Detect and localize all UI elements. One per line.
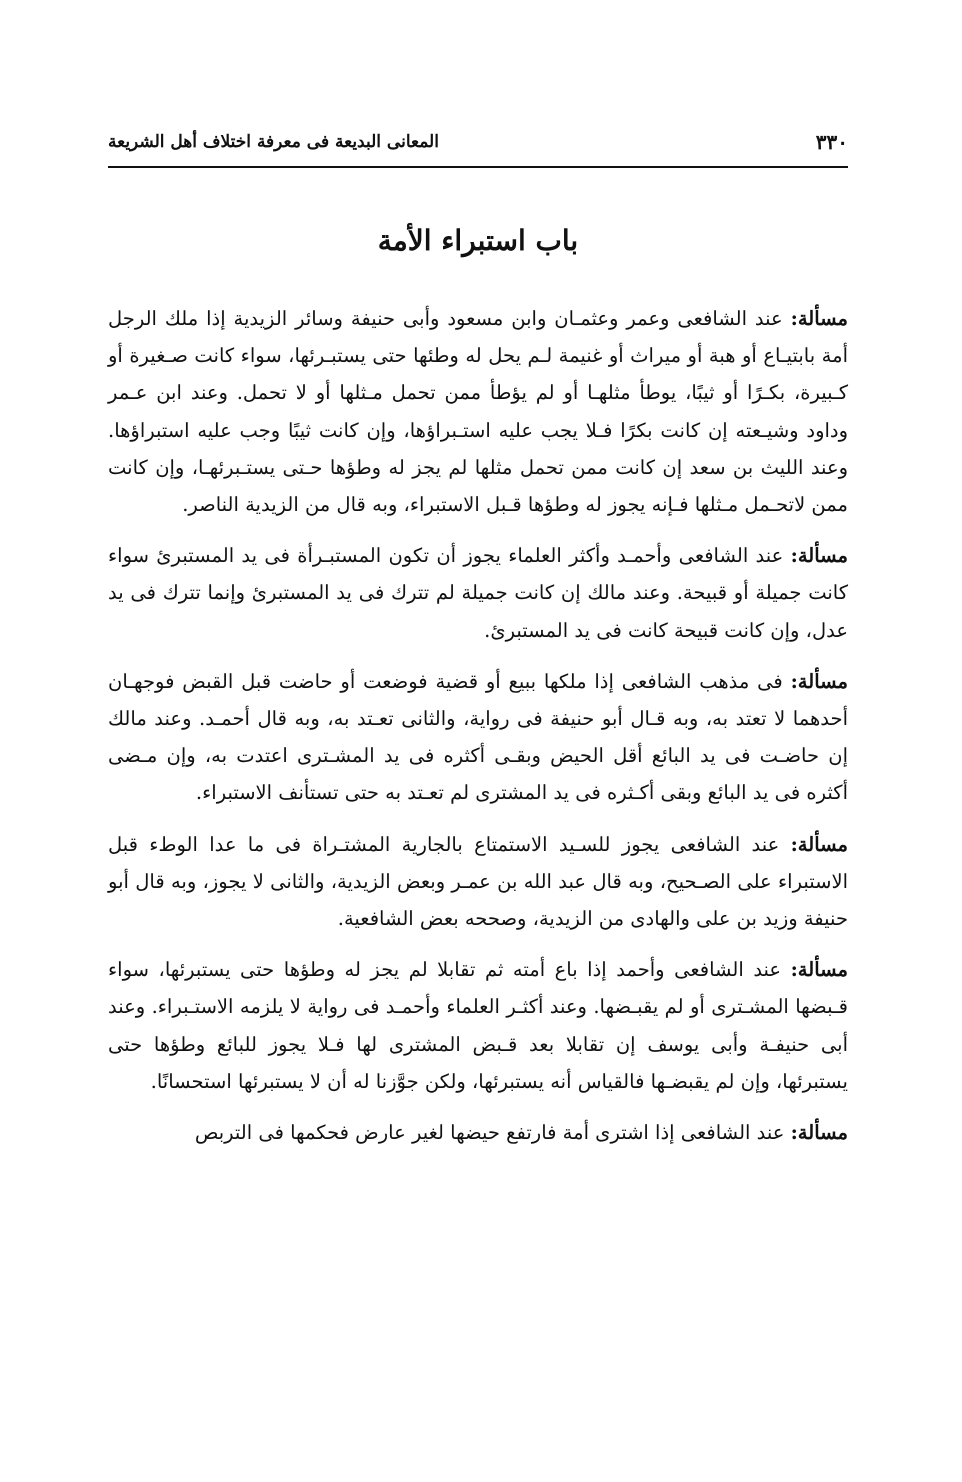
issue-text: عند الشافعى وأحمـد وأكثر العلماء يجوز أن تكون المستبـرأة فى يد المستبرئ سواء كانت جميلة أو قبيحة. وعند مالك إن كانت جميلة لم تترك فى يد المستبرئ وإنما تترك فى يد عدل، وإن كانت قبيحة كانت فى يد المستبرئ. <box>108 544 848 642</box>
issue-paragraph <box>108 1114 848 1151</box>
issue-paragraph <box>108 951 848 1100</box>
chapter-title: باب استبراء الأمة <box>377 224 579 257</box>
book-title: المعانى البديعة فى معرفة اختلاف أهل الشريعة <box>108 132 439 152</box>
chapter-body <box>108 300 848 1165</box>
page-number: ٣٣٠ <box>815 130 848 154</box>
issue-label: مسألة: <box>790 544 849 568</box>
issue-label: مسألة: <box>790 832 848 856</box>
issue-text: فى مذهب الشافعى إذا ملكها ببيع أو قضية فوضعت أو حاضت قبل القبض فوجهـان أحدهما لا تعتد به، وبه قـال أبو حنيفة فى رواية، والثانى تعـتد به، وبه قال أحمـد. وعند مالك إن حاضـت فى يد البائع أقل الحيض وبقـى أكثره فى يد المشـترى اعتدت به، وإن مـضى أكثره فى يد البائع وبقى أكـثره فى يد المشترى لم تعـتد به حتى تستأنف الاستبراء. <box>108 669 848 805</box>
running-header <box>108 118 848 166</box>
issue-text: عند الشافعى يجوز للسـيد الاستمتاع بالجارية المشتـراة فى ما عدا الوطء قبل الاستبراء على الصـحيح، وبه قال عبد الله بن عمـر وبعض الزيدية، والثانى لا يجوز، وبه قال أبو حنيفة وزيد بن على والهادى من الزيدية، وصححه بعض الشافعية. <box>108 832 848 931</box>
issue-text: عند الشافعى إذا اشترى أمة فارتفع حيضها لغير عارض فحكمها فى التربص <box>194 1121 785 1145</box>
issue-label: مسألة: <box>790 669 848 693</box>
issue-paragraph <box>108 537 848 649</box>
issue-label: مسألة: <box>790 307 849 330</box>
issue-label: مسألة: <box>790 1121 848 1145</box>
issue-label: مسألة: <box>790 958 848 982</box>
issue-text: عند الشافعى وعمر وعثمـان وابن مسعود وأبى حنيفة وسائر الزيدية إذا ملك الرجل أمة بابتيـاع أو هبة أو ميراث أو غنيمة لـم يحل له وطئها حتى يستبـرئها، سواء كانت صـغيرة أو كـبيرة، بكـرًا أو ثيبًا، يوطأ مثلهـا أو لم يؤطأ ممن تحمل مـثلها أو لا تحمل. وعند ابن عـمر وداود وشيـعته إن كانت بكرًا فـلا يجب عليه استـبراؤها، وإن كانت ثيبًا وجب عليه استبراؤها. وعند الليث بن سعد إن كانت ممن تحمل مثلها لم يجز له وطؤها حـتى يستـبرئهـا، وإن كانت ممن لاتحـمل مـثلها فـإنه يجوز له وطؤها قـبل الاستبراء، وبه قال من الزيدية الناصر. <box>108 307 848 517</box>
issue-paragraph <box>108 826 848 938</box>
issue-text: عند الشافعى وأحمد إذا باع أمته ثم تقابلا لم يجز له وطؤها حتى يستبرئها، سواء قـبضها المشـترى أو لم يقبـضها. وعند أكثـر العلماء وأحمـد فى رواية لا يلزمه الاستـبراء. وعند أبى حنيفـة وأبى يوسف إن تقابلا بعد قـبض المشترى لها فـلا يجوز للبائع وطؤها حتى يستبرئها، وإن لم يقبضـها فالقياس أنه يستبرئها، ولكن جوَّزنا له أن لا يستبرئها استحسانًا. <box>108 958 848 1093</box>
issue-paragraph <box>108 300 848 523</box>
issue-paragraph <box>108 663 848 812</box>
header-rule <box>108 166 848 168</box>
